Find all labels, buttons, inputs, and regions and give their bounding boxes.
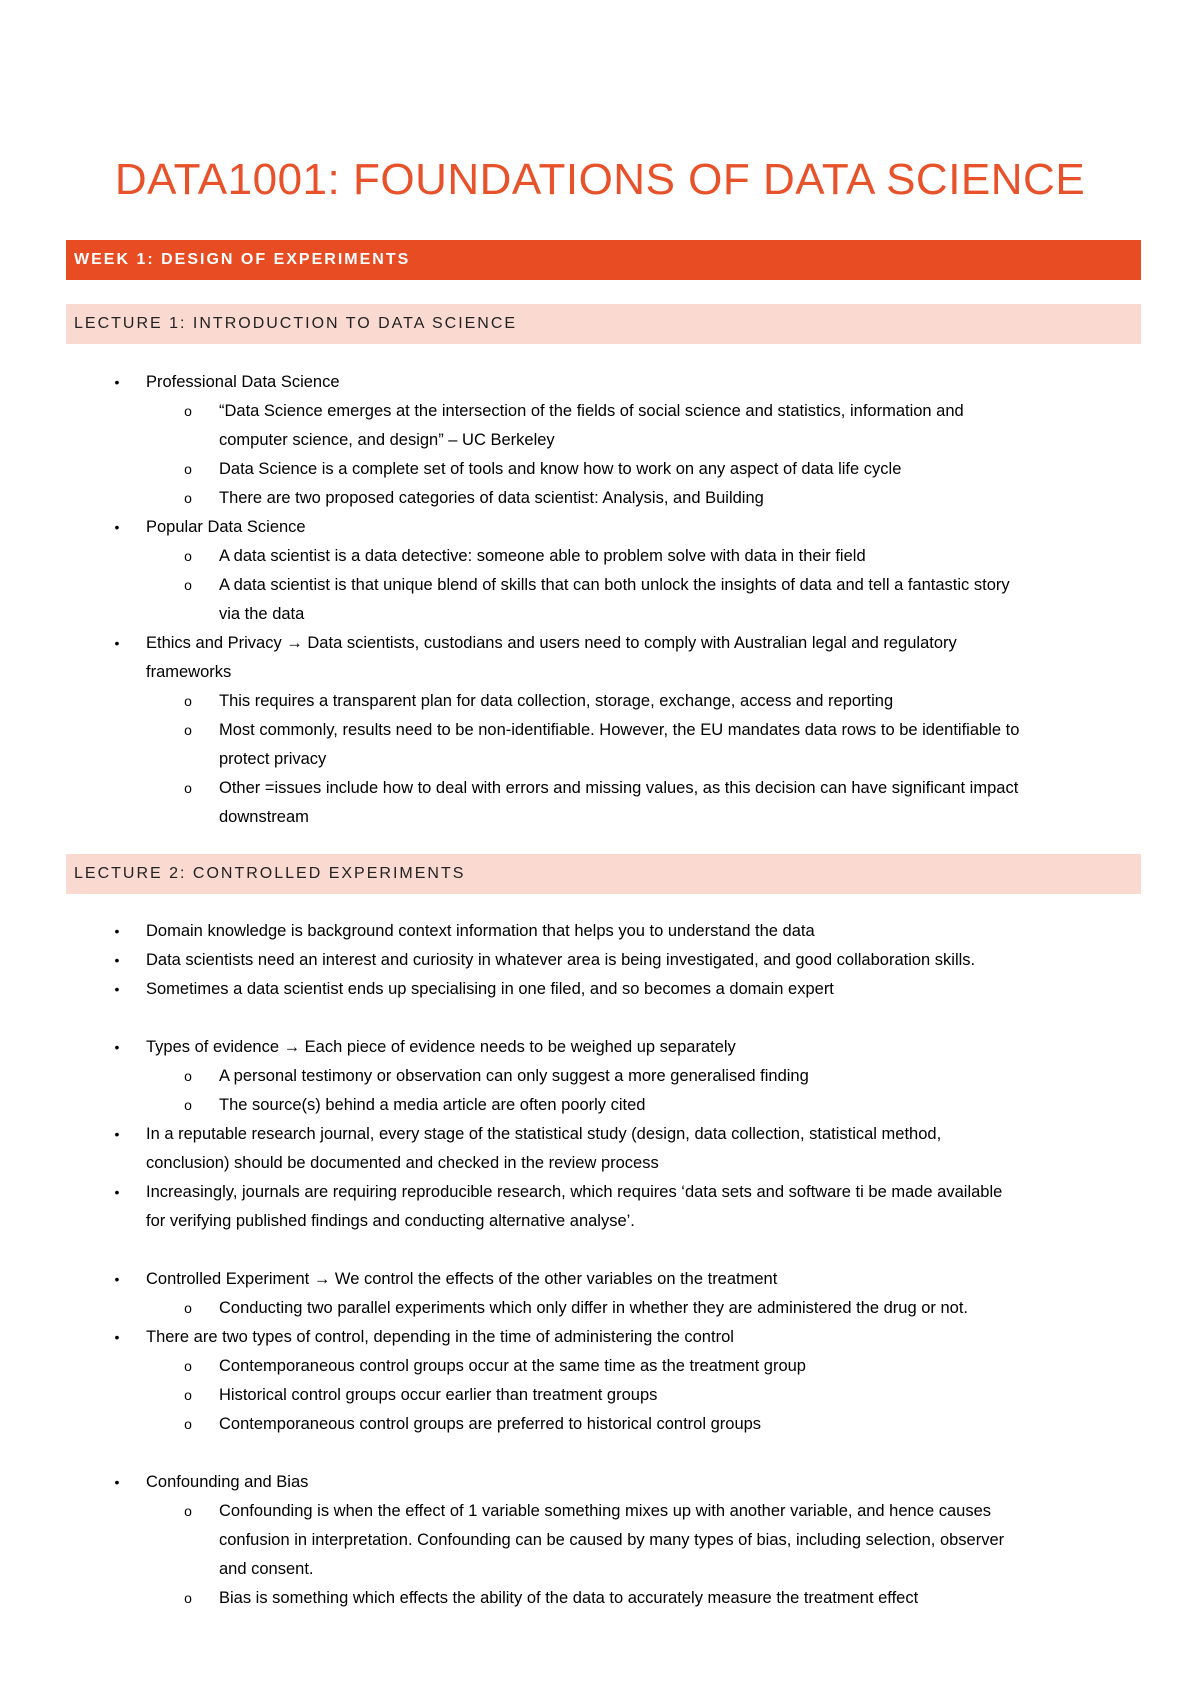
list-item <box>0 1468 1200 1497</box>
list-item <box>0 368 1200 397</box>
sub-bullet-icon: o <box>184 1358 192 1374</box>
list-item-text: Bias is something which effects the ability of the data to accurately measure the treatment effect <box>219 1589 919 1607</box>
sub-list-item <box>0 455 1200 484</box>
list-item-text: A data scientist is a data detective: someone able to problem solve with data in their field <box>219 547 866 565</box>
sub-list-item <box>0 542 1200 571</box>
list-item-text: Data scientists need an interest and curiosity in whatever area is being investigated, and good collaboration skills. <box>146 951 976 969</box>
sub-bullet-icon: o <box>184 1590 192 1606</box>
sub-bullet-icon: o <box>184 1387 192 1403</box>
list-item-text: Other =issues include how to deal with errors and missing values, as this decision can have significant impact <box>219 779 1019 797</box>
sub-list-item <box>0 1091 1200 1120</box>
sub-bullet-icon: o <box>184 693 192 709</box>
list-item-text: Confounding is when the effect of 1 variable something mixes up with another variable, and hence causes <box>219 1502 992 1520</box>
sub-bullet-icon: o <box>184 780 192 796</box>
sub-list-item-continuation <box>0 1526 1200 1555</box>
sub-list-item <box>0 1381 1200 1410</box>
list-item <box>0 513 1200 542</box>
bullet-icon: • <box>114 1474 120 1490</box>
list-item-text: Conducting two parallel experiments which only differ in whether they are administered the drug or not. <box>219 1299 969 1317</box>
lecture-2-heading: LECTURE 2: CONTROLLED EXPERIMENTS <box>66 854 1141 894</box>
sub-bullet-icon: o <box>184 1068 192 1084</box>
list-item <box>0 1120 1200 1149</box>
bullet-icon: • <box>114 1184 120 1200</box>
list-item-text: This requires a transparent plan for data collection, storage, exchange, access and reporting <box>219 692 894 710</box>
list-item <box>0 975 1200 1004</box>
bullet-icon: • <box>114 981 120 997</box>
sub-list-item-continuation <box>0 745 1200 774</box>
sub-bullet-icon: o <box>184 577 192 593</box>
list-item-continuation <box>0 658 1200 687</box>
sub-list-item <box>0 774 1200 803</box>
list-item-text: protect privacy <box>219 750 327 768</box>
document-title: DATA1001: FOUNDATIONS OF DATA SCIENCE <box>114 155 1086 204</box>
list-item-text: A personal testimony or observation can only suggest a more generalised finding <box>219 1067 809 1085</box>
lecture-1-notes <box>0 368 1200 832</box>
sub-list-item <box>0 1062 1200 1091</box>
list-item-text: Confounding and Bias <box>146 1473 309 1491</box>
list-item-text: computer science, and design” – UC Berkeley <box>219 431 555 449</box>
list-item-text: A data scientist is that unique blend of skills that can both unlock the insights of data and tell a fantastic story <box>219 576 1010 594</box>
list-item-text: Professional Data Science <box>146 373 340 391</box>
blank-line <box>0 1439 1200 1468</box>
bullet-icon: • <box>114 1271 120 1287</box>
sub-list-item-continuation <box>0 1555 1200 1584</box>
lecture-1-heading: LECTURE 1: INTRODUCTION TO DATA SCIENCE <box>66 304 1141 344</box>
list-item-text: “Data Science emerges at the intersection of the fields of social science and statistics, information and <box>219 402 964 420</box>
list-item-text: for verifying published findings and conducting alternative analyse’. <box>146 1212 635 1230</box>
bullet-icon: • <box>114 519 120 535</box>
list-item <box>0 1033 1200 1062</box>
sub-list-item <box>0 1352 1200 1381</box>
sub-bullet-icon: o <box>184 461 192 477</box>
bullet-icon: • <box>114 374 120 390</box>
bullet-icon: • <box>114 923 120 939</box>
bullet-icon: • <box>114 635 120 651</box>
list-item-text: Contemporaneous control groups are preferred to historical control groups <box>219 1415 762 1433</box>
list-item-text: Data Science is a complete set of tools and know how to work on any aspect of data life cycle <box>219 460 902 478</box>
list-item-text: The source(s) behind a media article are often poorly cited <box>219 1096 646 1114</box>
list-item-text: frameworks <box>146 663 232 681</box>
list-item-text: There are two types of control, depending in the time of administering the control <box>146 1328 734 1346</box>
list-item-text: Historical control groups occur earlier than treatment groups <box>219 1386 658 1404</box>
sub-bullet-icon: o <box>184 1300 192 1316</box>
list-item-text: There are two proposed categories of data scientist: Analysis, and Building <box>219 489 764 507</box>
sub-bullet-icon: o <box>184 1503 192 1519</box>
list-item-text: Popular Data Science <box>146 518 306 536</box>
sub-list-item <box>0 1497 1200 1526</box>
list-item-text: Increasingly, journals are requiring reproducible research, which requires ‘data sets and software ti be made available <box>146 1183 1003 1201</box>
list-item-text: Sometimes a data scientist ends up specialising in one filed, and so becomes a domain expert <box>146 980 834 998</box>
sub-list-item-continuation <box>0 426 1200 455</box>
list-item-text: Ethics and Privacy → Data scientists, custodians and users need to comply with Australian legal and regulatory <box>146 634 957 652</box>
sub-list-item <box>0 1294 1200 1323</box>
list-item <box>0 1178 1200 1207</box>
sub-bullet-icon: o <box>184 1416 192 1432</box>
bullet-icon: • <box>114 952 120 968</box>
list-item <box>0 1323 1200 1352</box>
sub-list-item <box>0 1584 1200 1613</box>
list-item-text: confusion in interpretation. Confounding can be caused by many types of bias, including selection, observer <box>219 1531 1005 1549</box>
list-item <box>0 946 1200 975</box>
list-item-text: Types of evidence → Each piece of evidence needs to be weighed up separately <box>146 1038 736 1056</box>
list-item-continuation <box>0 1149 1200 1178</box>
sub-bullet-icon: o <box>184 403 192 419</box>
sub-list-item-continuation <box>0 803 1200 832</box>
sub-list-item <box>0 716 1200 745</box>
list-item-text: Domain knowledge is background context information that helps you to understand the data <box>146 922 815 940</box>
sub-bullet-icon: o <box>184 1097 192 1113</box>
bullet-icon: • <box>114 1126 120 1142</box>
list-item-text: conclusion) should be documented and checked in the review process <box>146 1154 659 1172</box>
sub-list-item <box>0 571 1200 600</box>
sub-list-item <box>0 1410 1200 1439</box>
blank-line <box>0 1236 1200 1265</box>
list-item-text: Contemporaneous control groups occur at the same time as the treatment group <box>219 1357 806 1375</box>
list-item-text: Controlled Experiment → We control the effects of the other variables on the treatment <box>146 1270 778 1288</box>
list-item-text: via the data <box>219 605 305 623</box>
list-item <box>0 917 1200 946</box>
sub-bullet-icon: o <box>184 490 192 506</box>
bullet-icon: • <box>114 1039 120 1055</box>
list-item-text: Most commonly, results need to be non-identifiable. However, the EU mandates data rows to be identifiable to <box>219 721 1020 739</box>
list-item <box>0 1265 1200 1294</box>
bullet-icon: • <box>114 1329 120 1345</box>
list-item <box>0 629 1200 658</box>
list-item-text: downstream <box>219 808 309 826</box>
list-item-continuation <box>0 1207 1200 1236</box>
sub-list-item <box>0 397 1200 426</box>
sub-list-item <box>0 484 1200 513</box>
lecture-2-notes <box>0 917 1200 1613</box>
week-heading: WEEK 1: DESIGN OF EXPERIMENTS <box>66 240 1141 280</box>
sub-bullet-icon: o <box>184 548 192 564</box>
sub-list-item-continuation <box>0 600 1200 629</box>
list-item-text: In a reputable research journal, every stage of the statistical study (design, data collection, statistical method, <box>146 1125 942 1143</box>
blank-line <box>0 1004 1200 1033</box>
sub-list-item <box>0 687 1200 716</box>
list-item-text: and consent. <box>219 1560 314 1578</box>
sub-bullet-icon: o <box>184 722 192 738</box>
